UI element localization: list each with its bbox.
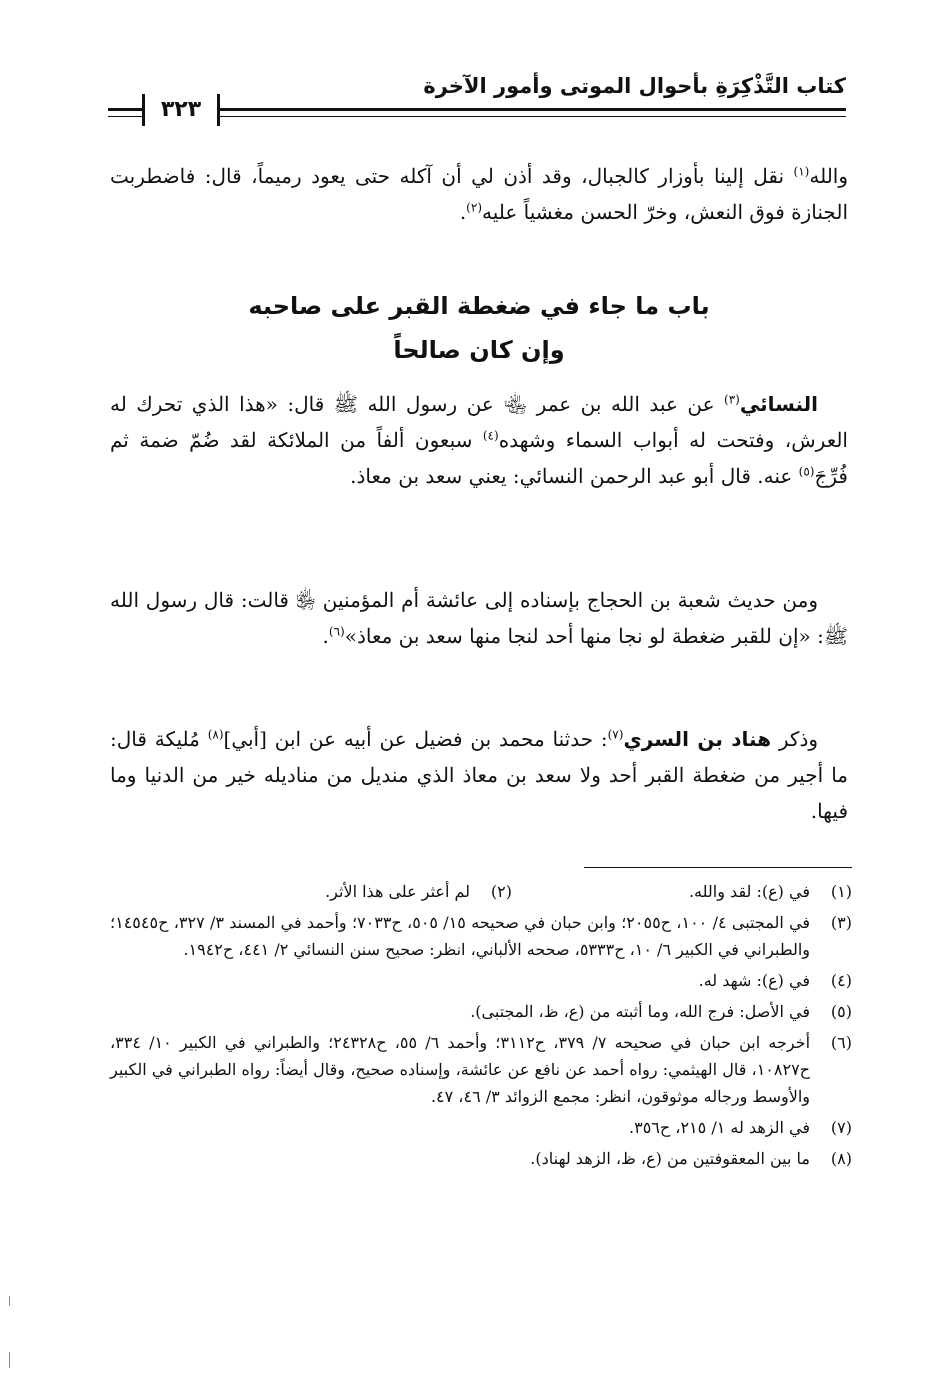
footnote-text: أخرجه ابن حبان في صحيحه ٧/ ٣٧٩، ح٣١١٢؛ وأحمد ٦/ ٥٥، ح٢٤٣٢٨؛ والطبراني في الكبير ١٠/ ٣٣٤، ح١٠٨٢٧، قال الهيثمي: رواه أحمد عن نافع عن عائشة، وإسناده صحيح، وقال أيضاً: رواه الطبراني في الكبير والأوسط ورجاله موثوقون، انظر: مجمع الزوائد ٣/ ٤٦، ٤٧. <box>110 1033 811 1106</box>
chapter-title-line-1: باب ما جاء في ضغطة القبر على صاحبه <box>248 292 710 320</box>
footnote-ref-5[interactable]: (٥) <box>798 464 815 479</box>
scan-edge-mark <box>9 1296 10 1306</box>
intro-text-b: نقل إلينا بأوزار كالجبال، وقد أذن لي أن آكله حتى يعود رميماً، قال: فاضطربت الجنازة فوق النعش، وخرّ الحسن مغشياً عليه <box>110 164 848 224</box>
para-3-text-b: : حدثنا محمد بن فضيل عن أبيه عن ابن [أبي] <box>223 727 608 751</box>
chapter-heading <box>110 284 848 372</box>
paragraph-shubah <box>110 582 848 654</box>
footnote-number: (٨) <box>830 1149 852 1168</box>
paragraph-hannad <box>110 721 848 829</box>
footnote-6 <box>110 1029 852 1110</box>
running-header <box>108 74 846 134</box>
intro-paragraph <box>110 158 848 230</box>
para-1-text-a: عن عبد الله بن عمر ﵄ عن رسول الله ﷺ قال: «هذا الذي تحرك له العرش، وفتحت له أبواب السماء وشهده <box>110 392 848 452</box>
footnote-ref-6[interactable]: (٦) <box>328 624 345 639</box>
paragraph-nasai <box>110 386 848 494</box>
footnote-number: (٢) <box>490 882 512 901</box>
footnote-ref-3[interactable]: (٣) <box>724 392 740 407</box>
footnote-8 <box>110 1145 852 1172</box>
footnote-7 <box>110 1114 852 1141</box>
footnote-text: لم أعثر على هذا الأثر. <box>325 882 470 901</box>
footnote-ref-1[interactable]: (١) <box>793 164 810 179</box>
footnote-text: في (ع): شهد له. <box>698 971 810 990</box>
page-number: ٣٢٣ <box>142 94 220 126</box>
footnote-number: (٥) <box>830 1002 852 1021</box>
narrator-name-hannad: هناد بن السري <box>623 727 772 751</box>
footnote-text: ما بين المعقوفتين من (ع، ظ، الزهد لهناد). <box>530 1149 810 1168</box>
para-1-text-c: عنه. قال أبو عبد الرحمن النسائي: يعني سعد بن معاذ. <box>350 464 799 488</box>
intro-text-c: . <box>459 200 467 224</box>
para-2-text-b: . <box>322 624 329 648</box>
footnote-text: في المجتبى ٤/ ١٠٠، ح٢٠٥٥؛ وابن حبان في صحيحه ١٥/ ٥٠٥، ح٧٠٣٣؛ وأحمد في المسند ٣/ ٣٢٧، ح١٤٥٤٥؛ والطبراني في الكبير ٦/ ١٠، ح٥٣٣٣، صححه الألباني، انظر: صحيح سنن النسائي ٢/ ٤٤١، ح١٩٤٢. <box>110 913 811 959</box>
para-3-text-c: مُليكة قال: ما أجير من ضغطة القبر أحد ولا سعد بن معاذ الذي منديل من مناديله خير من الدنيا وما فيها. <box>110 727 848 823</box>
footnote-text: في الزهد له ١/ ٢١٥، ح٣٥٦. <box>629 1118 810 1137</box>
footnote-number: (٧) <box>830 1118 852 1137</box>
para-3-text-a: وذكر <box>771 727 819 751</box>
footnote-number: (٦) <box>830 1033 852 1052</box>
footnote-2 <box>110 878 512 905</box>
footnote-pair-1-2 <box>110 878 852 905</box>
footnote-number: (٣) <box>830 913 852 932</box>
scan-edge-mark <box>9 1352 10 1368</box>
footnote-1 <box>512 878 852 905</box>
intro-text-a: والله <box>809 164 848 188</box>
footnote-4 <box>110 967 852 994</box>
footnote-ref-8[interactable]: (٨) <box>207 727 224 742</box>
book-title: كتاب التَّذْكِرَةِ بأحوال الموتى وأمور الآخرة <box>423 74 846 98</box>
para-1-text-b: سبعون ألفاً من الملائكة لقد ضُمّ ضمة ثم فُرِّجَ <box>110 428 848 488</box>
footnote-number: (٤) <box>830 971 852 990</box>
footnote-5 <box>110 998 852 1025</box>
footnote-text: في الأصل: فرج الله، وما أثبته من (ع، ظ، المجتبى). <box>470 1002 810 1021</box>
narrator-name-nasai: النسائي <box>739 392 818 416</box>
footnote-ref-7[interactable]: (٧) <box>607 727 624 742</box>
chapter-title-line-2: وإن كان صالحاً <box>393 336 565 364</box>
footnote-ref-2[interactable]: (٢) <box>466 200 482 215</box>
footnote-ref-4[interactable]: (٤) <box>482 428 499 443</box>
footnote-separator <box>584 867 852 868</box>
footnote-number: (١) <box>830 882 852 901</box>
footnotes <box>110 878 852 1176</box>
para-2-text-a: ومن حديث شعبة بن الحجاج بإسناده إلى عائشة أم المؤمنين ﵂ قالت: قال رسول الله ﷺ: «إن للقبر ضغطة لو نجا منها أحد لنجا منها سعد بن معاذ» <box>110 588 848 648</box>
footnote-text: في (ع): لقد والله. <box>688 882 810 901</box>
footnote-3 <box>110 909 852 963</box>
